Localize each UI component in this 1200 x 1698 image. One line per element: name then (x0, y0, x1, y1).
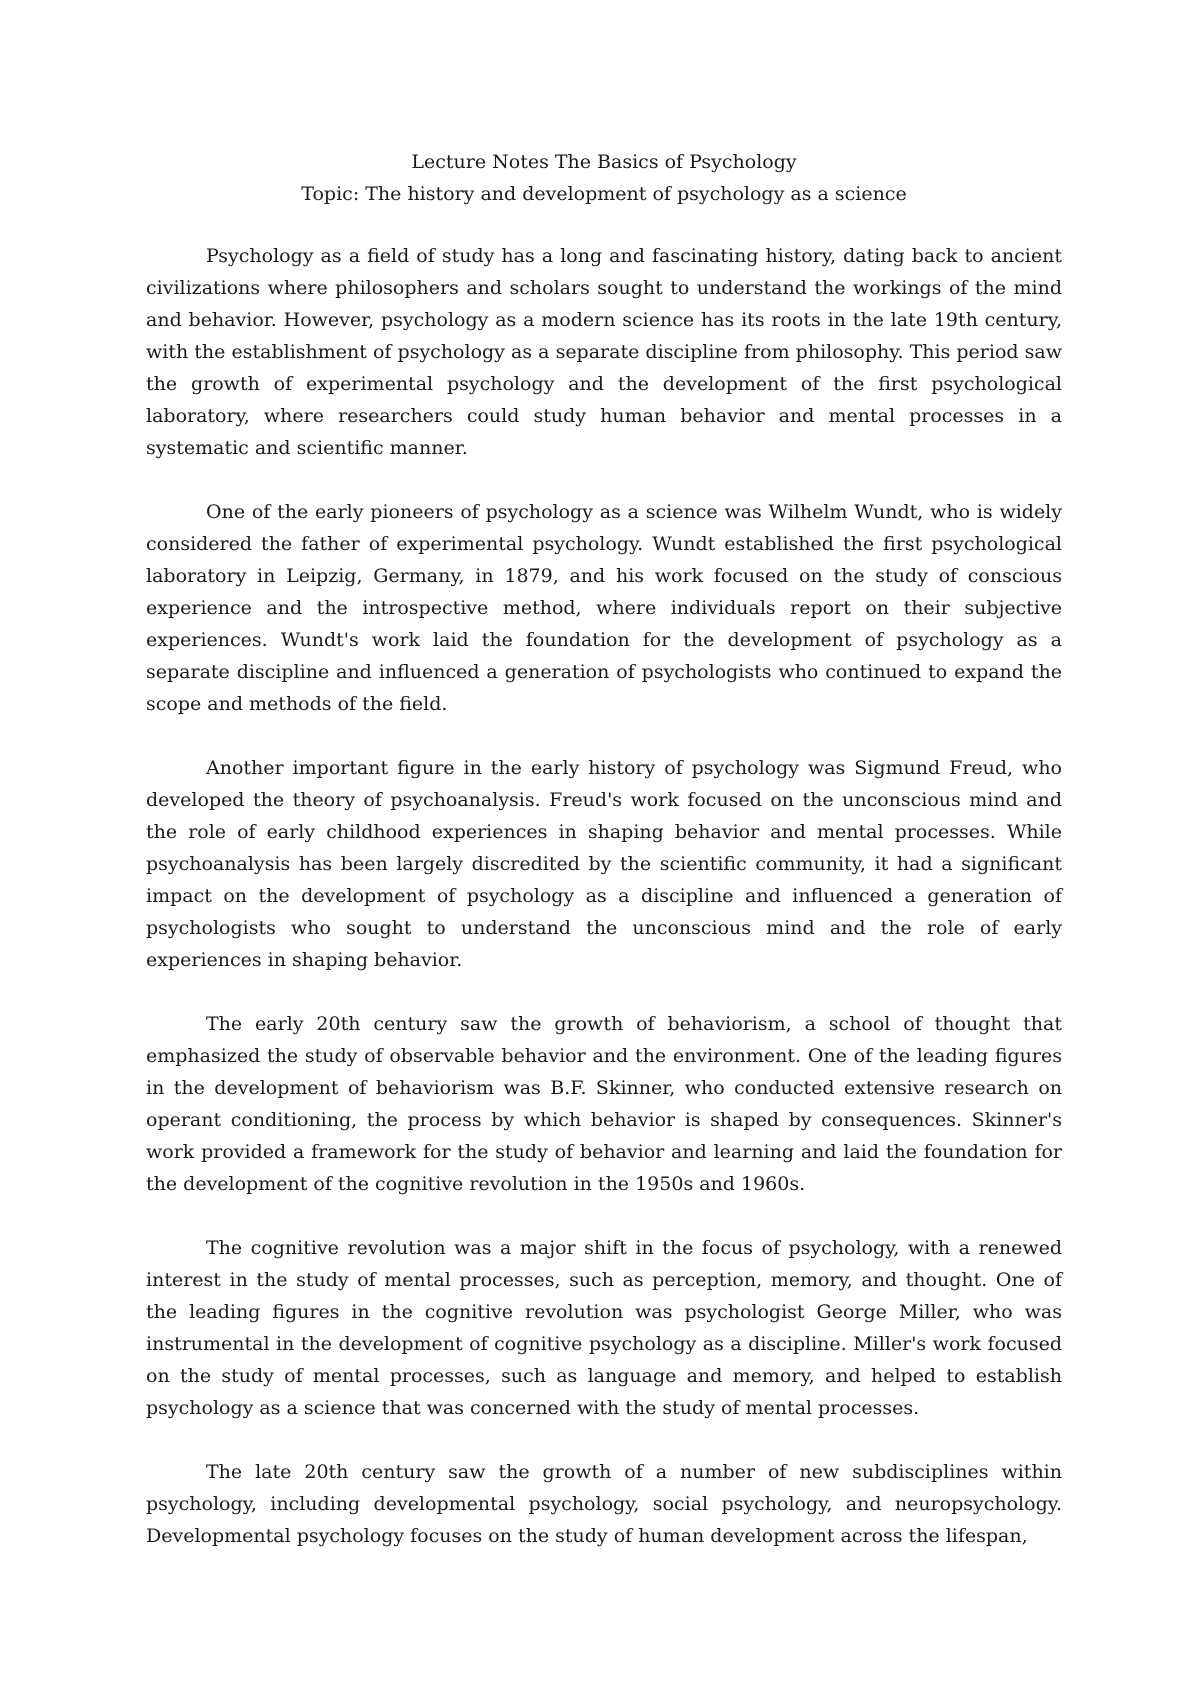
document-title: Lecture Notes The Basics of Psychology (411, 151, 797, 173)
document-topic: Topic: The history and development of psychology as a science (301, 183, 907, 205)
document-header (146, 146, 1062, 210)
paragraph-behaviorism: The early 20th century saw the growth of behaviorism, a school of thought that emphasized the study of observable behavior and the environment. One of the leading figures in the development of behaviorism was B.F. Skinner, who conducted extensive research on operant conditioning, the process by which behavior is shaped by consequences. Skinner's work provided a framework for the study of behavior and learning and laid the foundation for the development of the cognitive revolution in the 1950s and 1960s. (146, 1013, 1062, 1195)
document-body (146, 240, 1062, 1552)
paragraph-wundt: One of the early pioneers of psychology as a science was Wilhelm Wundt, who is widely considered the father of experimental psychology. Wundt established the first psychological laboratory in Leipzig, Germany, in 1879, and his work focused on the study of conscious experience and the introspective method, where individuals report on their subjective experiences. Wundt's work laid the foundation for the development of psychology as a separate discipline and influenced a generation of psychologists who continued to expand the scope and methods of the field. (146, 501, 1062, 715)
paragraph-cognitive-revolution: The cognitive revolution was a major shift in the focus of psychology, with a renewed interest in the study of mental processes, such as perception, memory, and thought. One of the leading figures in the cognitive revolution was psychologist George Miller, who was instrumental in the development of cognitive psychology as a discipline. Miller's work focused on the study of mental processes, such as language and memory, and helped to establish psychology as a science that was concerned with the study of mental processes. (146, 1237, 1062, 1419)
paragraph-intro: Psychology as a field of study has a long and fascinating history, dating back to ancient civilizations where philosophers and scholars sought to understand the workings of the mind and behavior. However, psychology as a modern science has its roots in the late 19th century, with the establishment of psychology as a separate discipline from philosophy. This period saw the growth of experimental psychology and the development of the first psychological laboratory, where researchers could study human behavior and mental processes in a systematic and scientific manner. (146, 245, 1062, 459)
paragraph-freud: Another important figure in the early history of psychology was Sigmund Freud, who developed the theory of psychoanalysis. Freud's work focused on the unconscious mind and the role of early childhood experiences in shaping behavior and mental processes. While psychoanalysis has been largely discredited by the scientific community, it had a significant impact on the development of psychology as a discipline and influenced a generation of psychologists who sought to understand the unconscious mind and the role of early experiences in shaping behavior. (146, 757, 1062, 971)
paragraph-subdisciplines: The late 20th century saw the growth of a number of new subdisciplines within psychology, including developmental psychology, social psychology, and neuropsychology. Developmental psychology focuses on the study of human development across the lifespan, (146, 1461, 1062, 1547)
